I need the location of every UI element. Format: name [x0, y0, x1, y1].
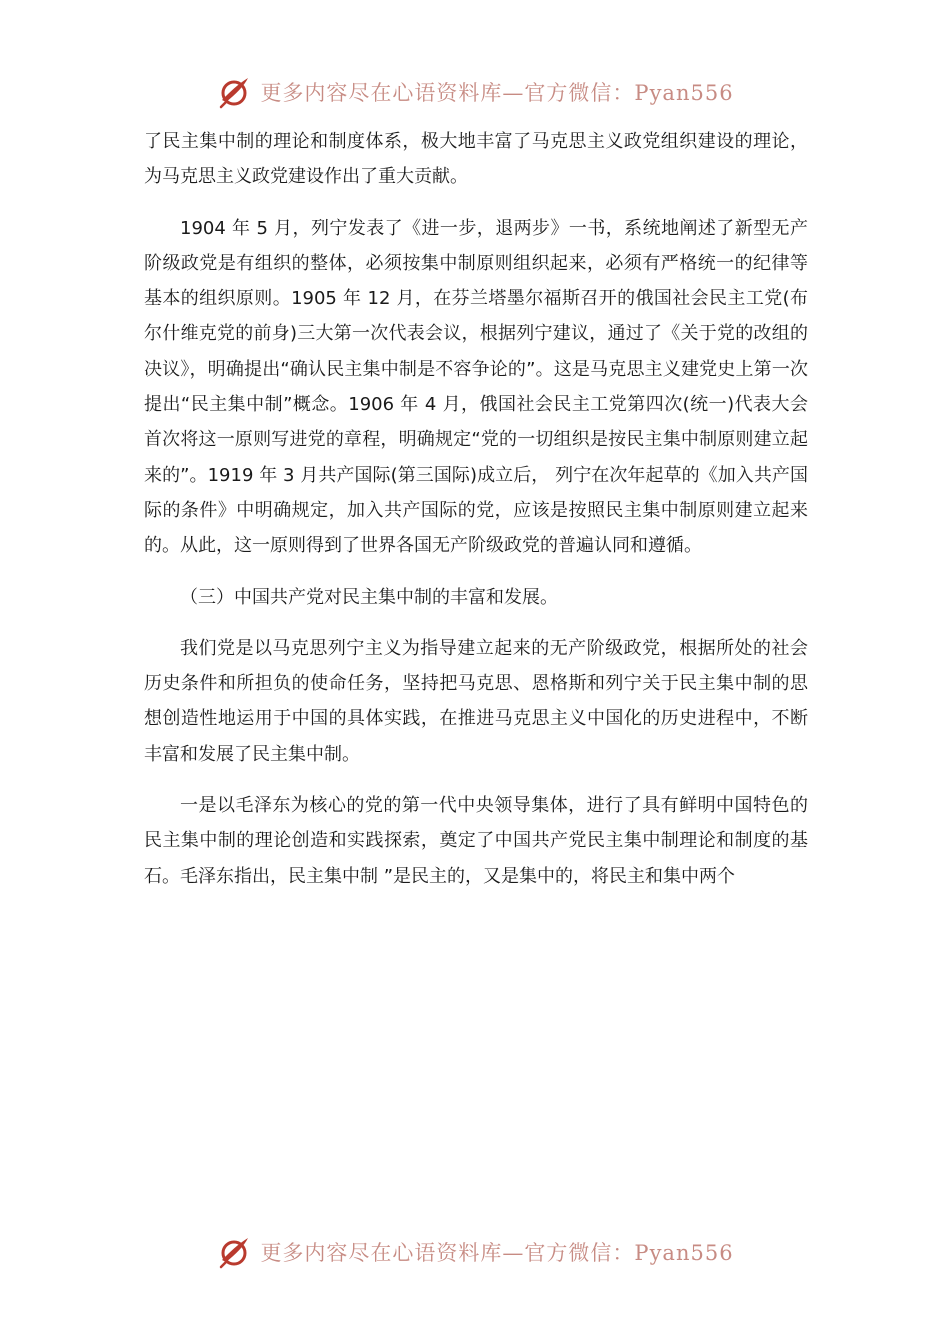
paragraph-party-development: 我们党是以马克思列宁主义为指导建立起来的无产阶级政党，根据所处的社会历史条件和所担负的使命任务，坚持把马克思、恩格斯和列宁关于民主集中制的思想创造性地运用于中国的具体实践，在推进马克思主义中国化的历史进程中，不断丰富和发展了民主集中制。 [144, 637, 808, 765]
quill-pen-icon [216, 1234, 252, 1270]
footer-banner-text: 更多内容尽在心语资料库—官方微信：Pyan556 [260, 1241, 734, 1265]
paragraph-continuation: 了民主集中制的理论和制度体系，极大地丰富了马克思主义政党组织建设的理论，为马克思主义政党建设作出了重大贡献。 [144, 131, 808, 188]
section-heading: （三）中国共产党对民主集中制的丰富和发展。 [180, 586, 558, 608]
footer-banner [0, 1230, 950, 1274]
header-banner [0, 70, 950, 114]
paragraph-mao-era: 一是以毛泽东为核心的党的第一代中央领导集体，进行了具有鲜明中国特色的民主集中制的理论创造和实践探索，奠定了中国共产党民主集中制理论和制度的基石。毛泽东指出，民主集中制 ”是民主的，又是集中的，将民主和集中两个 [144, 795, 808, 887]
document-body [144, 124, 808, 910]
quill-pen-icon [216, 74, 252, 110]
paragraph-lenin-history: 1904 年 5 月，列宁发表了《进一步，退两步》一书，系统地阐述了新型无产阶级政党是有组织的整体，必须按集中制原则组织起来，必须有严格统一的纪律等基本的组织原则。1905 年 12 月，在芬兰塔墨尔福斯召开的俄国社会民主工党(布尔什维克党的前身)三大第一次代表会议，根据列宁建议，通过了《关于党的改组的决议》，明确提出“确认民主集中制是不容争论的”。这是马克思主义建党史上第一次提出“民主集中制”概念。1906 年 4 月，俄国社会民主工党第四次(统一)代表大会首次将这一原则写进党的章程，明确规定“党的一切组织是按民主集中制原则建立起来的”。1919 年 3 月共产国际(第三国际)成立后， 列宁在次年起草的《加入共产国际的条件》中明确规定，加入共产国际的党，应该是按照民主集中制原则建立起来的。从此，这一原则得到了世界各国无产阶级政党的普遍认同和遵循。 [144, 217, 808, 557]
header-banner-text: 更多内容尽在心语资料库—官方微信：Pyan556 [260, 81, 734, 105]
